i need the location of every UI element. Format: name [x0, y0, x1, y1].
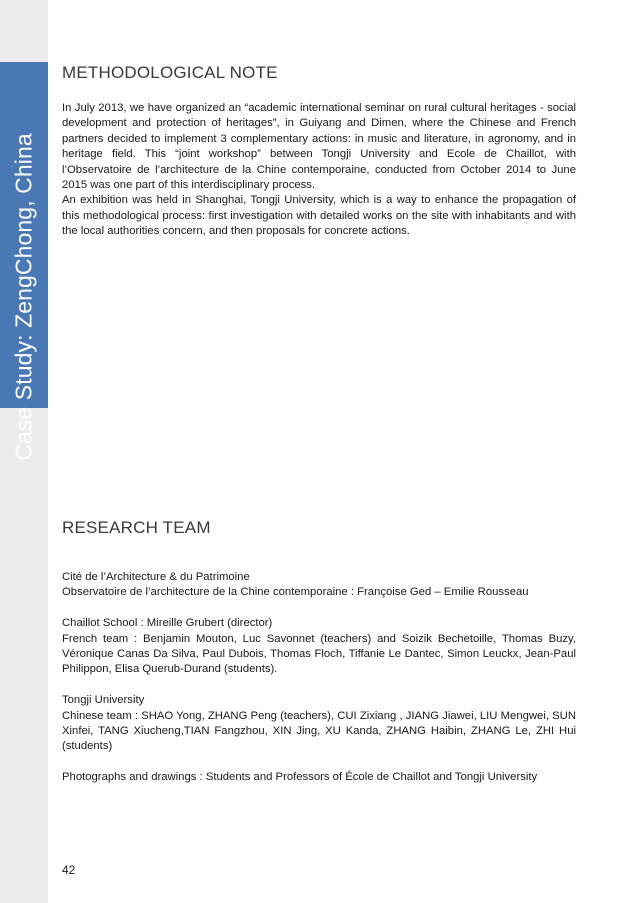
- paragraph: In July 2013, we have organized an “academic international seminar on rural cultural heritages - social development and protection of heritages”, in Guiyang and Dimen, where the Chinese and French partners decided to implement 3 complementary actions: in music and literature, in agronomy, and in heritage field. This “joint workshop” between Tongji University and Ecole de Chaillot, with l’Observatoire de l’architecture de la Chine contemporaine, conducted from October 2014 to June 2015 was one part of this interdisciplinary process.: [62, 102, 576, 192]
- chapter-title: Case Study: ZengChong, China: [10, 133, 37, 461]
- team-members: French team : Benjamin Mouton, Luc Savonnet (teachers) and Soizik Bechetoille, Thomas Buzy, Véronique Canas Da Silva, Paul Dubois, Thomas Floch, Tiffanie Le Dantec, Simon Leuckx, Jean-Paul Philippon, Elisa Querub-Durand (students).: [62, 632, 576, 676]
- page-number: 42: [62, 863, 76, 877]
- research-team-heading: RESEARCH TEAM: [62, 518, 211, 537]
- team-group-cite: [62, 570, 576, 601]
- research-team-body: [62, 570, 576, 801]
- chapter-tab: [0, 62, 48, 461]
- team-group-tongji: [62, 693, 576, 755]
- team-members: Chinese team : SHAO Yong, ZHANG Peng (teachers), CUI Zixiang , JIANG Jiawei, LIU Mengwei, SUN Xinfei, TANG Xiucheng,TIAN Fangzhou, XIN Jing, XU Kanda, ZHANG Haibin, ZHANG Le, ZHI Hui (students): [62, 709, 576, 753]
- photo-credits: Photographs and drawings : Students and Professors of École de Chaillot and Tongji University: [62, 771, 538, 784]
- methodological-note-heading: METHODOLOGICAL NOTE: [62, 63, 278, 82]
- team-org: Cité de l’Architecture & du Patrimoine: [62, 571, 250, 583]
- team-org: Chaillot School : Mireille Grubert (director): [62, 617, 273, 630]
- team-members: Observatoire de l’architecture de la Chine contemporaine : Françoise Ged – Emilie Rousseau: [62, 586, 529, 599]
- paragraph: An exhibition was held in Shanghai, Tongji University, which is a way to enhance the propagation of this methodological process: first investigation with detailed works on the site with inhabitants and with the local authorities concern, and then proposals for concrete actions.: [62, 194, 576, 238]
- team-org: Tongji University: [62, 694, 145, 707]
- team-group-chaillot: [62, 616, 576, 678]
- methodological-note-body: [62, 101, 576, 240]
- team-group-credits: [62, 770, 576, 785]
